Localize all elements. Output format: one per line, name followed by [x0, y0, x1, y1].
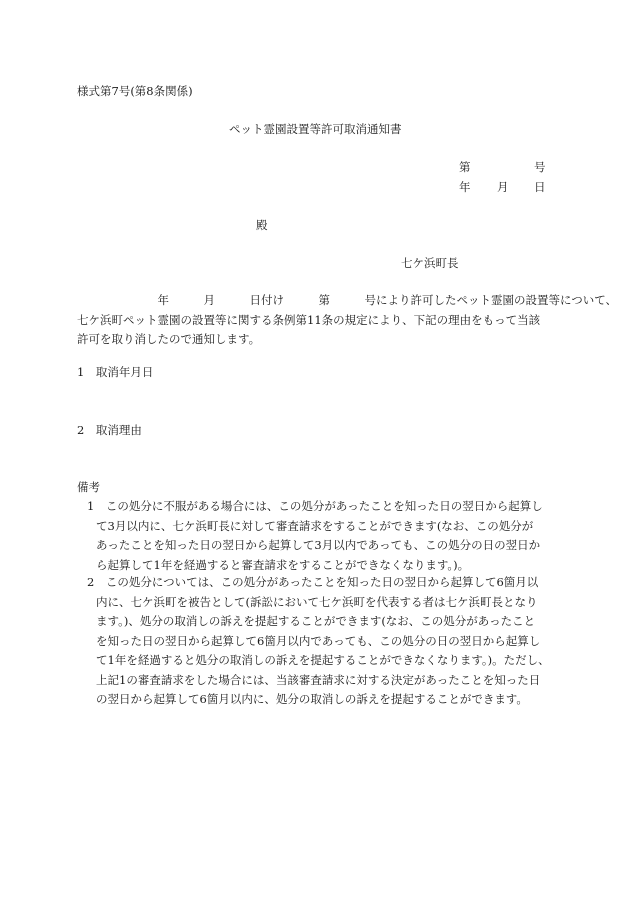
item-revocation-reason: 2 取消理由 — [77, 423, 142, 437]
document-title: ペット霊園設置等許可取消通知書 — [229, 122, 402, 136]
date-year-label: 年 — [459, 180, 471, 194]
note-line: の翌日から起算して6箇月以内に、処分の取消しの訴えを提起することができます。 — [96, 692, 528, 706]
form-number: 様式第7号(第8条関係) — [77, 84, 193, 98]
note-line: 2 この処分については、この処分があったことを知った日の翌日から起算して6箇月以 — [87, 575, 539, 589]
issuer-name: 七ケ浜町長 — [401, 256, 459, 270]
number-label: 第 — [459, 160, 471, 174]
note-line: て3月以内に、七ケ浜町長に対して審査請求をすることができます(なお、この処分が — [96, 518, 534, 533]
note-line: ます。)、処分の取消しの訴えを提起することができます(なお、この処分があったこと — [96, 614, 536, 628]
date-month-label: 月 — [497, 180, 509, 194]
note-line: 上記1の審査請求をした場合には、当該審査請求に対する決定があったことを知った日 — [96, 672, 541, 687]
remarks-label: 備考 — [77, 480, 100, 494]
item-revocation-date: 1 取消年月日 — [77, 365, 154, 379]
note-line: を知った日の翌日から起算して6箇月以内であっても、この処分の日の翌日から起算し — [96, 633, 541, 648]
body-paragraph — [77, 291, 618, 350]
addressee-suffix: 殿 — [256, 218, 268, 232]
note-line: あったことを知った日の翌日から起算して3月以内であっても、この処分の日の翌日か — [96, 538, 541, 552]
note-line: て1年を経過すると処分の取消しの訴えを提起することができなくなります。)。ただし、 — [96, 653, 550, 667]
date-day-label: 日 — [534, 180, 546, 194]
note-line: 内に、七ケ浜町を被告として(訴訟において七ケ浜町を代表する者は七ケ浜町長となり — [96, 594, 538, 609]
number-suffix: 号 — [534, 160, 546, 174]
note-1 — [77, 497, 567, 575]
body-line: 許可を取り消したので通知します。 — [77, 332, 261, 346]
note-2 — [77, 573, 567, 710]
note-line: 1 この処分に不服がある場合には、この処分があったことを知った日の翌日から起算し — [87, 499, 543, 513]
body-line: 年 月 日付け 第 号により許可したペット霊園の設置等について、 — [77, 293, 618, 307]
body-line: 七ケ浜町ペット霊園の設置等に関する条例第11条の規定により、下記の理由をもって当該 — [77, 312, 541, 327]
note-line: ら起算して1年を経過すると審査請求をすることができなくなります。)。 — [96, 557, 470, 572]
